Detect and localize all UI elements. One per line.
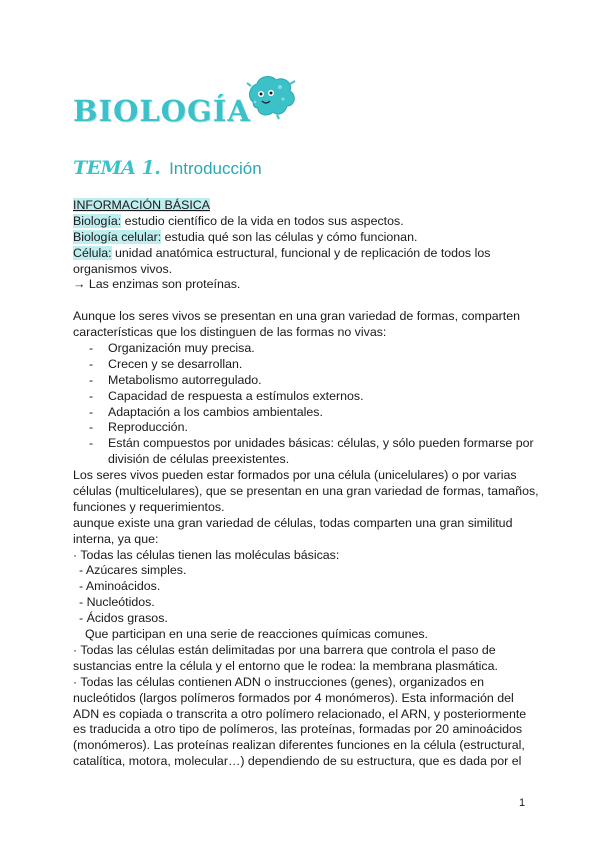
definition-term: Biología celular: <box>73 229 162 244</box>
definition-line <box>73 214 533 230</box>
paragraph-line: interna, ya que: <box>73 531 159 546</box>
subtitle-text: Introducción <box>169 159 262 178</box>
paragraph-line: es traducida a otro tipo de polímeros, las proteínas, formadas por 20 aminoácidos <box>73 722 523 737</box>
paragraph-line: ADN es copiada o transcrita a otro polímero relacionado, el ARN, y posteriormente <box>73 706 527 721</box>
section-subtitle <box>73 157 262 179</box>
molecule-item: - Ácidos grasos. <box>79 611 168 626</box>
definition-text: estudia qué son las células y cómo funcionan. <box>161 229 418 244</box>
list-item-continuation: división de células preexistentes. <box>108 452 290 467</box>
definition-line <box>73 230 533 246</box>
paragraph-line: · Todas las células tienen las moléculas básicas: <box>73 547 340 562</box>
list-item: - Capacidad de respuesta a estímulos externos. <box>89 388 364 403</box>
section-heading: INFORMACIÓN BÁSICA <box>73 198 210 212</box>
molecule-item: - Nucleótidos. <box>79 595 155 610</box>
paragraph-line: células (multicelulares), que se presentan en una gran variedad de formas, tamaños, <box>73 484 539 499</box>
definition-term: Biología: <box>73 213 122 228</box>
list-item: - Reproducción. <box>89 420 188 435</box>
list-item: - Están compuestos por unidades básicas: células, y sólo pueden formarse por <box>89 436 534 451</box>
paragraph-line: aunque existe una gran variedad de células, todas comparten una gran similitud <box>73 515 513 530</box>
paragraph-line: nucleótidos (largos polímeros formados por 4 monómeros). Esta información del <box>73 690 514 705</box>
definition-continuation: organismos vivos. <box>73 261 173 276</box>
page-title: BIOLOGÍA <box>73 94 251 128</box>
paragraph-line: catalítica, motora, molecular…) dependiendo de su estructura, que es dada por el <box>73 754 522 769</box>
paragraph-line: Aunque los seres vivos se presentan en una gran variedad de formas, comparten <box>73 309 521 324</box>
germ-mascot-icon <box>243 72 299 120</box>
paragraph-line: · Todas las células están delimitadas por una barrera que controla el paso de <box>73 642 496 657</box>
paragraph-line: Los seres vivos pueden estar formados por una célula (unicelulares) o por varias <box>73 468 517 483</box>
list-item: - Organización muy precisa. <box>89 341 255 356</box>
paragraph-line: características que los distinguen de las formas no vivas: <box>73 325 387 340</box>
definition-text: unidad anatómica estructural, funcional y de replicación de todos los <box>111 245 491 260</box>
paragraph-line: · Todas las células contienen ADN o instrucciones (genes), organizados en <box>73 674 484 689</box>
enzyme-note: → Las enzimas son proteínas. <box>73 277 241 292</box>
molecule-item: - Aminoácidos. <box>79 579 161 594</box>
list-item: - Metabolismo autorregulado. <box>89 372 262 387</box>
molecule-item: - Azúcares simples. <box>79 563 187 578</box>
page-number: 1 <box>519 797 526 809</box>
paragraph-line: (monómeros). Las proteínas realizan diferentes funciones en la célula (estructural, <box>73 738 525 753</box>
list-item: - Crecen y se desarrollan. <box>89 356 243 371</box>
definition-line <box>73 246 533 262</box>
definition-term: Célula: <box>73 245 112 260</box>
paragraph-line: sustancias entre la célula y el entorno que le rodea: la membrana plasmática. <box>73 658 498 673</box>
body-text <box>73 198 539 770</box>
paragraph-line: funciones y requerimientos. <box>73 499 225 514</box>
title-row <box>73 72 373 132</box>
molecules-note: Que participan en una serie de reacciones químicas comunes. <box>85 627 428 642</box>
tema-label: TEMA 1. <box>73 157 161 179</box>
list-item: - Adaptación a los cambios ambientales. <box>89 404 323 419</box>
definition-text: estudio científico de la vida en todos sus aspectos. <box>121 213 404 228</box>
